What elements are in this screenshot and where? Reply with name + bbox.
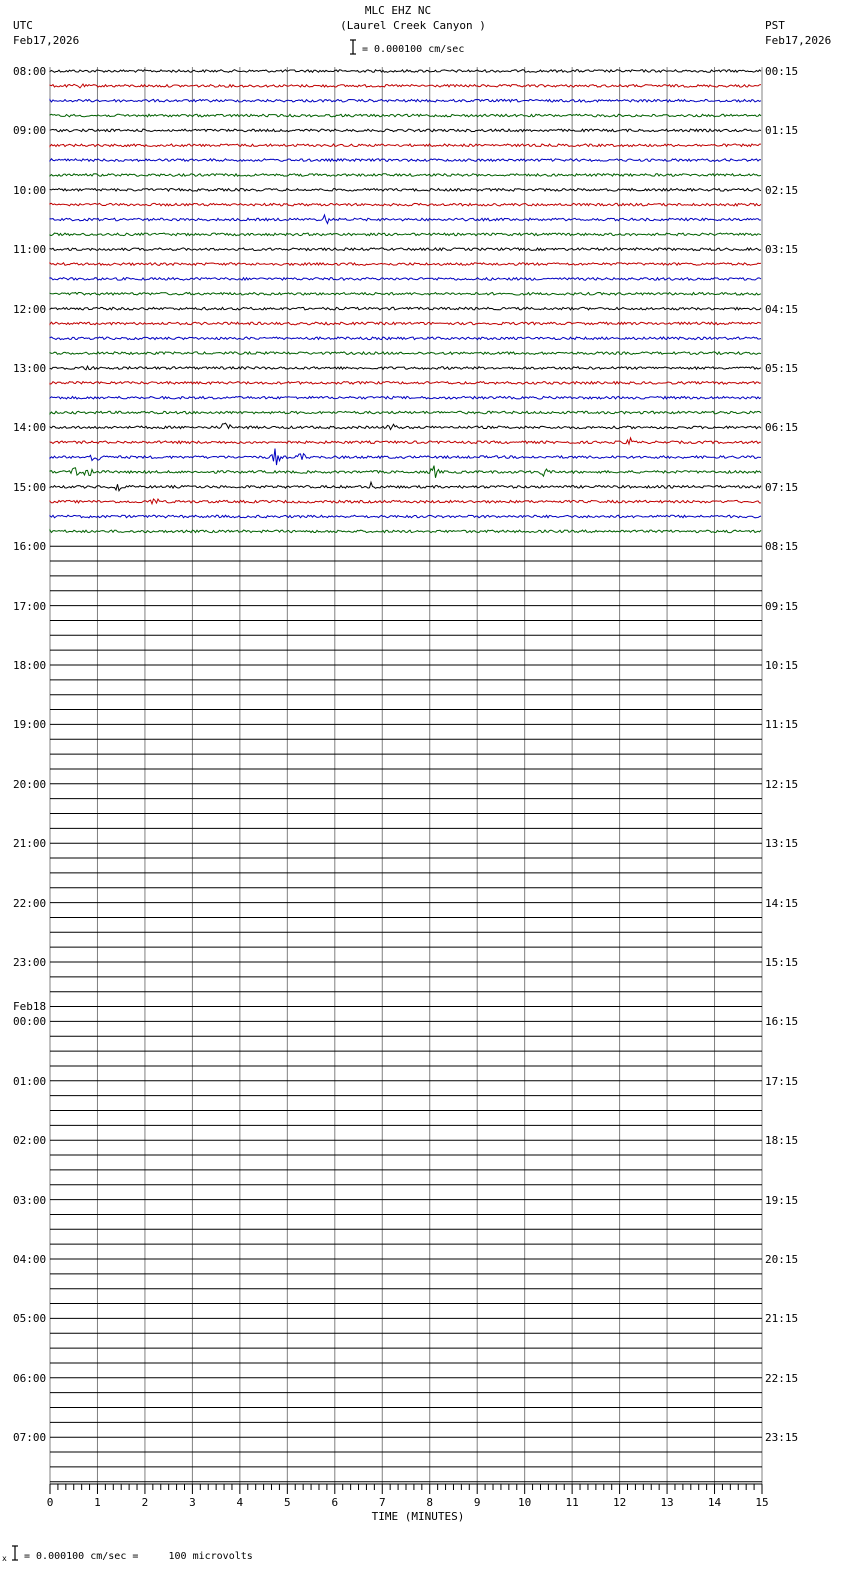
pst-hour-label: 07:15 [765,480,799,494]
seismic-trace [50,129,761,132]
right-zone-label: PST [765,19,785,32]
utc-hour-label: 04:00 [13,1253,47,1266]
seismic-trace [50,382,761,385]
seismic-trace [50,449,761,466]
utc-hour-label: 13:00 [13,362,47,375]
right-date-label: Feb17,2026 [765,34,832,47]
pst-hour-label: 10:15 [765,659,799,672]
seismic-trace [50,233,761,236]
seismic-trace [50,482,761,491]
utc-hour-label: 07:00 [13,1431,47,1445]
x-tick-label: 3 [189,1496,196,1509]
pst-hour-label: 04:15 [765,302,799,316]
pst-hour-label: 20:15 [765,1253,799,1266]
utc-date-change-label: Feb18 [13,1000,47,1014]
x-tick-label: 14 [707,1496,722,1509]
left-date-label: Feb17,2026 [13,34,80,47]
seismic-trace [50,366,761,370]
x-tick-label: 11 [565,1496,579,1509]
pst-hour-label: 11:15 [765,718,799,732]
pst-hour-label: 17:15 [765,1074,799,1088]
pst-hour-label: 14:15 [765,896,799,910]
seismic-trace [50,322,761,325]
seismic-trace [50,159,761,162]
utc-hour-label: 11:00 [13,243,47,257]
utc-hour-label: 23:00 [13,956,47,969]
seismic-trace [50,352,761,355]
seismic-trace [50,499,761,504]
x-tick-label: 10 [518,1496,532,1509]
utc-hour-label: 05:00 [13,1312,47,1326]
seismic-trace [50,70,761,73]
utc-hour-label: 09:00 [13,124,47,138]
utc-hour-label: 06:00 [13,1371,47,1385]
utc-hour-label: 01:00 [13,1074,47,1088]
footer-scale-bar-icon [9,1544,21,1564]
utc-hour-label: 21:00 [13,837,47,851]
x-tick-label: 15 [755,1496,769,1509]
trace-group [50,70,762,1482]
pst-hour-label: 03:15 [765,243,799,257]
x-tick-label: 4 [236,1496,244,1509]
pst-hour-label: 23:15 [765,1431,799,1445]
seismic-trace [50,189,761,192]
footer-scale-note: = 0.000100 cm/sec = 100 microvolts [24,1551,253,1562]
seismic-trace [50,466,761,478]
x-tick-label: 8 [426,1496,434,1509]
pst-hour-label: 06:15 [765,421,799,435]
station-location: (Laurel Creek Canyon ) [340,19,486,32]
utc-hour-label: 15:00 [13,480,47,494]
utc-hour-label: 10:00 [13,183,47,197]
seismic-trace [50,174,761,177]
seismic-trace [50,411,761,414]
seismic-trace [50,263,761,266]
x-tick-label: 12 [612,1496,627,1509]
pst-hour-label: 21:15 [765,1312,799,1326]
pst-hour-label: 13:15 [765,837,799,851]
left-zone-label: UTC [13,19,33,32]
x-tick-label: 0 [46,1496,54,1509]
scale-bar-icon [347,38,359,58]
utc-hour-label: 02:00 [13,1134,47,1148]
x-tick-label: 13 [660,1496,674,1509]
pst-hour-label: 02:15 [765,183,799,197]
station-title: MLC EHZ NC [364,4,432,17]
utc-hour-label: 22:00 [13,896,47,910]
utc-hour-label: 19:00 [13,718,47,732]
seismic-trace [50,396,761,399]
x-tick-label: 5 [284,1496,291,1509]
pst-hour-label: 05:15 [765,362,799,375]
seismic-trace [50,248,761,251]
x-tick-label: 6 [331,1496,339,1509]
pst-hour-label: 18:15 [765,1134,799,1148]
seismic-trace [50,278,761,281]
utc-hour-label: 17:00 [13,599,47,613]
utc-hour-label: 12:00 [13,302,47,316]
seismic-trace [50,515,761,518]
x-tick-label: 7 [378,1496,386,1509]
utc-hour-label: 18:00 [13,659,47,672]
pst-hour-label: 15:15 [765,956,799,969]
pst-hour-label: 12:15 [765,777,799,791]
seismic-trace [50,203,761,206]
footer-marker: x [2,1554,7,1563]
pst-hour-label: 16:15 [765,1015,799,1029]
utc-hour-label: 14:00 [13,421,47,435]
scale-label: = 0.000100 cm/sec [362,44,465,55]
seismic-trace [50,293,761,296]
x-axis-label: TIME (MINUTES) [371,1510,465,1523]
seismic-trace [50,144,761,147]
x-tick-label: 1 [94,1496,101,1509]
utc-hour-label: 20:00 [13,777,47,791]
seismic-trace [50,337,761,340]
pst-hour-label: 01:15 [765,124,799,138]
seismic-trace [50,530,761,533]
seismic-trace [50,99,761,102]
seismic-trace [50,215,761,224]
utc-hour-label: 08:00 [13,65,47,78]
x-tick-label: 9 [473,1496,481,1509]
seismic-trace [50,438,761,444]
utc-hour-label: 00:00 [13,1015,47,1029]
pst-hour-label: 00:15 [765,65,799,78]
pst-hour-label: 09:15 [765,599,799,613]
utc-hour-label: 16:00 [13,540,47,554]
seismic-trace [50,84,761,88]
seismic-trace [50,114,761,117]
utc-hour-label: 03:00 [13,1193,47,1207]
pst-hour-label: 08:15 [765,540,799,554]
seismic-trace [50,307,761,310]
seismic-trace [50,423,761,429]
pst-hour-label: 22:15 [765,1371,799,1385]
pst-hour-label: 19:15 [765,1193,799,1207]
x-tick-label: 2 [141,1496,149,1509]
time-axis [50,1484,762,1494]
